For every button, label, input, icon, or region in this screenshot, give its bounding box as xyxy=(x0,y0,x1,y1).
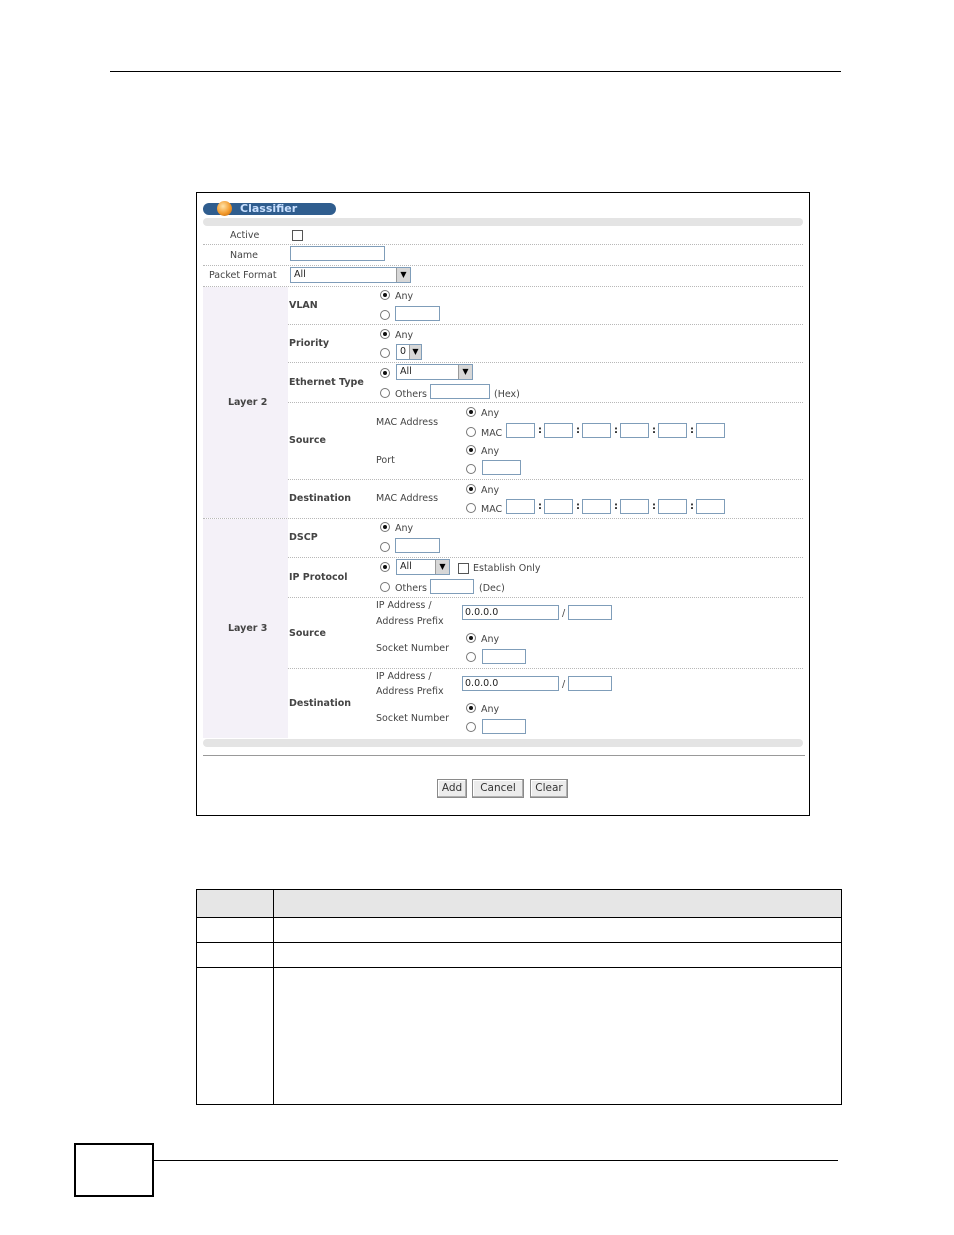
table-header-cell xyxy=(274,890,842,918)
priority-any-radio[interactable] xyxy=(380,329,390,339)
l2-source-mac-octet-4[interactable] xyxy=(620,423,649,438)
l3-source-ip-label-1: IP Address / xyxy=(376,600,432,611)
packet-format-select[interactable] xyxy=(290,267,411,283)
l3-destination-ip-value: 0.0.0.0 xyxy=(465,678,499,689)
mac-separator: : xyxy=(652,501,656,512)
l3-destination-ip-input[interactable] xyxy=(462,676,559,691)
layer2-label: Layer 2 xyxy=(228,397,268,408)
l2-destination-mac-label: MAC Address xyxy=(376,493,439,504)
ethernet-type-value: All xyxy=(400,366,412,377)
l3-source-ip-input[interactable] xyxy=(462,605,559,620)
table-cell xyxy=(274,943,842,968)
mac-separator: : xyxy=(576,501,580,512)
l3-source-socket-any-label: Any xyxy=(481,634,500,645)
l3-destination-socket-any-label: Any xyxy=(481,704,500,715)
mac-separator: : xyxy=(576,425,580,436)
mac-separator: : xyxy=(652,425,656,436)
l2-source-mac-octet-3[interactable] xyxy=(582,423,611,438)
ip-protocol-value: All xyxy=(400,561,412,572)
table-cell xyxy=(197,918,274,943)
ip-protocol-label: IP Protocol xyxy=(289,572,348,583)
priority-value: 0 xyxy=(400,346,407,357)
l2-source-port-label: Port xyxy=(376,455,395,466)
vlan-any-label: Any xyxy=(395,291,414,302)
l2-destination-mac-any-radio[interactable] xyxy=(466,484,476,494)
l3-source-ip-label-2: Address Prefix xyxy=(376,616,444,627)
l2-source-port-any-radio[interactable] xyxy=(466,445,476,455)
l2-source-mac-octet-1[interactable] xyxy=(506,423,535,438)
dscp-input[interactable] xyxy=(395,538,440,553)
l2-source-port-any-label: Any xyxy=(481,446,500,457)
mac-separator: : xyxy=(690,425,694,436)
l2-source-label: Source xyxy=(289,435,326,446)
chevron-down-icon: ▼ xyxy=(458,365,472,379)
table-cell xyxy=(274,918,842,943)
dscp-custom-radio[interactable] xyxy=(380,542,390,552)
table-header-row xyxy=(197,890,842,918)
priority-custom-radio[interactable] xyxy=(380,348,390,358)
l2-source-mac-any-radio[interactable] xyxy=(466,407,476,417)
ethernet-type-others-radio[interactable] xyxy=(380,388,390,398)
table-row xyxy=(197,943,842,968)
row-divider xyxy=(288,362,803,364)
l3-source-socket-custom-radio[interactable] xyxy=(466,652,476,662)
l2-source-mac-octet-5[interactable] xyxy=(658,423,687,438)
row-divider xyxy=(288,324,803,326)
table-header-cell xyxy=(197,890,274,918)
priority-select[interactable] xyxy=(396,344,422,360)
establish-only-label: Establish Only xyxy=(473,563,541,574)
mac-separator: : xyxy=(614,425,618,436)
active-label: Active xyxy=(230,230,260,241)
l2-source-mac-label: MAC Address xyxy=(376,417,439,428)
packet-format-label: Packet Format xyxy=(209,270,277,281)
l3-destination-socket-custom-radio[interactable] xyxy=(466,722,476,732)
l2-source-mac-custom-radio[interactable] xyxy=(466,427,476,437)
row-divider xyxy=(288,597,803,599)
prefix-slash: / xyxy=(562,679,566,690)
dec-label: (Dec) xyxy=(479,583,505,594)
dscp-label: DSCP xyxy=(289,532,318,543)
orb-icon xyxy=(217,201,232,216)
l3-source-label: Source xyxy=(289,628,326,639)
establish-only-checkbox[interactable] xyxy=(458,563,469,574)
ethernet-type-label: Ethernet Type xyxy=(289,377,364,388)
vlan-custom-radio[interactable] xyxy=(380,310,390,320)
mac-separator: : xyxy=(538,425,542,436)
l2-destination-mac-octet-2[interactable] xyxy=(544,499,573,514)
row-divider xyxy=(288,557,803,559)
active-checkbox[interactable] xyxy=(292,230,303,241)
page-number-box xyxy=(74,1143,154,1197)
panel-title: Classifier xyxy=(240,202,298,215)
l3-source-socket-any-radio[interactable] xyxy=(466,633,476,643)
l2-source-mac-octet-6[interactable] xyxy=(696,423,725,438)
l2-source-mac-any-label: Any xyxy=(481,408,500,419)
l2-destination-mac-octet-1[interactable] xyxy=(506,499,535,514)
hex-label: (Hex) xyxy=(494,389,520,400)
chevron-down-icon: ▼ xyxy=(435,560,449,574)
priority-any-label: Any xyxy=(395,330,414,341)
l3-destination-socket-label: Socket Number xyxy=(376,713,449,724)
dscp-any-label: Any xyxy=(395,523,414,534)
vlan-label: VLAN xyxy=(289,300,318,311)
l3-source-prefix-input[interactable] xyxy=(568,605,612,620)
panel-top-bar xyxy=(203,218,803,226)
l2-source-mac-octet-2[interactable] xyxy=(544,423,573,438)
chevron-down-icon: ▼ xyxy=(396,268,410,282)
l3-destination-ip-label-1: IP Address / xyxy=(376,671,432,682)
l3-destination-prefix-input[interactable] xyxy=(568,676,612,691)
mac-separator: : xyxy=(538,501,542,512)
l2-source-port-custom-radio[interactable] xyxy=(466,464,476,474)
table-cell xyxy=(197,943,274,968)
table-cell xyxy=(197,968,274,1105)
mac-separator: : xyxy=(614,501,618,512)
l2-destination-mac-octet-6[interactable] xyxy=(696,499,725,514)
l3-source-socket-input[interactable] xyxy=(482,649,526,664)
l2-destination-mac-any-label: Any xyxy=(481,485,500,496)
priority-label: Priority xyxy=(289,338,330,349)
row-divider xyxy=(203,518,803,520)
dscp-any-radio[interactable] xyxy=(380,522,390,532)
vlan-any-radio[interactable] xyxy=(380,290,390,300)
l2-destination-mac-octet-5[interactable] xyxy=(658,499,687,514)
ip-protocol-others-radio[interactable] xyxy=(380,582,390,592)
l3-source-socket-label: Socket Number xyxy=(376,643,449,654)
add-button[interactable]: Add xyxy=(437,779,467,798)
prefix-slash: / xyxy=(562,608,566,619)
l2-destination-mac-octet-4[interactable] xyxy=(620,499,649,514)
row-divider xyxy=(203,286,803,288)
row-divider xyxy=(288,668,803,670)
clear-button[interactable]: Clear xyxy=(530,779,568,798)
l3-destination-label: Destination xyxy=(289,698,352,709)
l2-source-mac-label-short: MAC xyxy=(481,428,503,439)
vlan-input[interactable] xyxy=(395,306,440,321)
name-input[interactable] xyxy=(290,246,385,261)
ip-protocol-select[interactable] xyxy=(396,559,450,575)
ip-protocol-select-radio[interactable] xyxy=(380,562,390,572)
layer3-label: Layer 3 xyxy=(228,623,268,634)
ip-protocol-others-label: Others xyxy=(395,583,427,594)
table-row xyxy=(197,918,842,943)
classifier-screenshot xyxy=(196,192,810,816)
ethernet-type-select-radio[interactable] xyxy=(380,368,390,378)
l3-destination-socket-any-radio[interactable] xyxy=(466,703,476,713)
l3-source-ip-value: 0.0.0.0 xyxy=(465,607,499,618)
panel-bottom-bar xyxy=(203,739,803,747)
l3-destination-socket-input[interactable] xyxy=(482,719,526,734)
button-divider xyxy=(203,755,805,756)
l3-destination-ip-label-2: Address Prefix xyxy=(376,686,444,697)
l2-destination-label: Destination xyxy=(289,493,352,504)
l2-destination-mac-custom-radio[interactable] xyxy=(466,503,476,513)
ethernet-type-others-label: Others xyxy=(395,389,427,400)
l2-source-port-input[interactable] xyxy=(482,460,521,475)
l2-destination-mac-octet-3[interactable] xyxy=(582,499,611,514)
ethernet-type-others-input[interactable] xyxy=(430,384,490,399)
mac-separator: : xyxy=(690,501,694,512)
ethernet-type-select[interactable] xyxy=(396,364,473,380)
name-label: Name xyxy=(230,250,259,261)
l2-destination-mac-label-short: MAC xyxy=(481,504,503,515)
cancel-button[interactable]: Cancel xyxy=(472,779,524,798)
description-table xyxy=(196,889,842,1105)
table-cell xyxy=(274,968,842,1105)
packet-format-value: All xyxy=(294,269,306,280)
footer-rule xyxy=(152,1160,838,1161)
chevron-down-icon: ▼ xyxy=(409,345,421,359)
ip-protocol-others-input[interactable] xyxy=(430,579,474,594)
row-divider xyxy=(288,402,803,404)
row-divider xyxy=(288,479,803,481)
table-row xyxy=(197,968,842,1105)
page-header-rule xyxy=(110,71,841,72)
